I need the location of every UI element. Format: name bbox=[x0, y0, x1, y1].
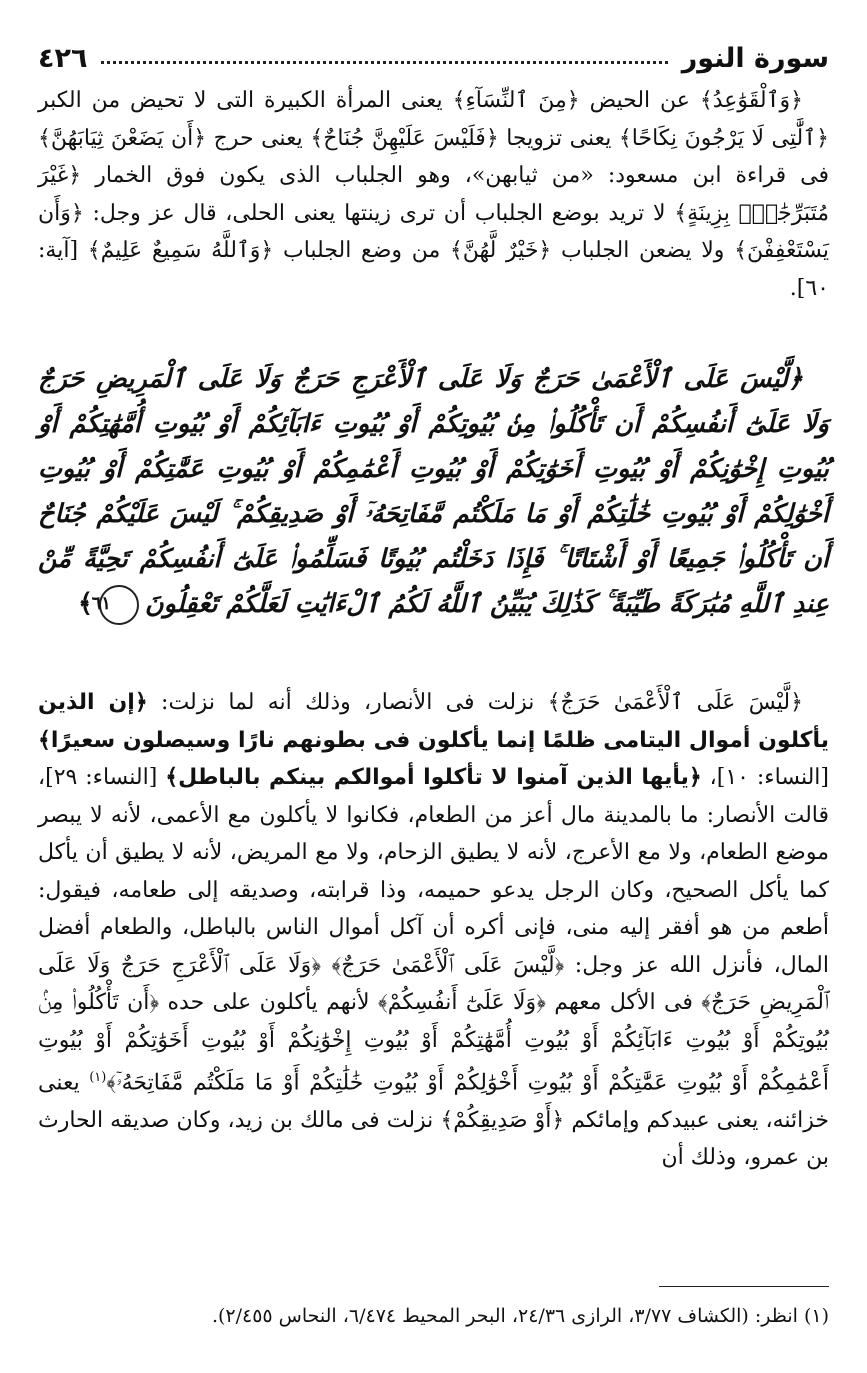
commentary-paragraph-2 bbox=[38, 684, 829, 1177]
footnote: (١) انظر: (الكشاف ٣/٧٧، الرازى ٢٤/٣٦، البحر المحيط ٦/٤٧٤، النحاس ٢/٤٥٥). bbox=[211, 1305, 829, 1327]
ayah-number-marker: ٦١ bbox=[99, 585, 139, 625]
footnote-divider bbox=[659, 1286, 829, 1287]
page-header bbox=[38, 28, 829, 74]
footnote-reference[interactable]: (١) bbox=[89, 1070, 107, 1085]
page-number: ٤٢٦ bbox=[38, 43, 88, 74]
surah-title: سورة النور bbox=[681, 43, 829, 74]
verse-close-bracket: ﴾ bbox=[77, 589, 93, 619]
p2-text-3: [النساء: ٢٩]، قالت الأنصار: ما بالمدينة مال أعز من الطعام، فكانوا لا يأكلون مع الأعمى، لأنه لا يبصر موضع الطعام، ولا مع الأعرج، لأنه لا يطيق الزحام، ولا مع المريض، لأنه لا يطيق أن يأكل كما يأكل الصحيح، وكان الرجل يدعو حميمه، وذا قرابته، وصديقه إلى طعامه، فيقول: أطعم من هو أفقر إليه منى، فإنى أكره أن آكل أموال الناس بالباطل، والطعام أفضل المال، فأنزل الله عز وجل: ﴿لَّيْسَ عَلَى ٱلْأَعْمَىٰ حَرَجٌ﴾ ﴿وَلَا عَلَى ٱلْأَعْرَجِ حَرَجٌ وَلَا عَلَى ٱلْمَرِيضِ حَرَجٌ﴾ فى الأكل معهم ﴿وَلَا عَلَىٰٓ أَنفُسِكُمْ﴾ لأنهم يأكلون على حده ﴿أَن تَأْكُلُوا۟ مِنۢ بُيُوتِكُمْ أَوْ بُيُوتِ ءَابَآئِكُمْ أَوْ بُيُوتِ أُمَّهَٰتِكُمْ أَوْ بُيُوتِ إِخْوَٰنِكُمْ أَوْ بُيُوتِ أَخَوَٰتِكُمْ أَوْ بُيُوتِ أَعْمَٰمِكُمْ أَوْ بُيُوتِ عَمَّٰتِكُمْ أَوْ بُيُوتِ أَخْوَٰلِكُمْ أَوْ بُيُوتِ خَٰلَٰتِكُمْ أَوْ مَا مَلَكْتُم مَّفَاتِحَهُۥٓ﴾ bbox=[38, 765, 829, 1096]
header-dot-leader bbox=[101, 61, 667, 64]
commentary-paragraph-1: ﴿وَٱلْقَوَٰعِدُ﴾ عن الحيض ﴿مِنَ ٱلنِّسَآءِ﴾ يعنى المرأة الكبيرة التى لا تحيض من الكبر ﴿ٱلَّٰتِى لَا يَرْجُونَ نِكَاحًا﴾ يعنى تزويجا ﴿فَلَيْسَ عَلَيْهِنَّ جُنَاحٌ﴾ يعنى حرج ﴿أَن يَضَعْنَ ثِيَابَهُنَّ﴾ فى قراءة ابن مسعود: «من ثيابهن»، وهو الجلباب الذى يكون فوق الخمار ﴿غَيْرَ مُتَبَرِّجَٰتٍۭ بِزِينَةٍ﴾ لا تريد بوضع الجلباب أن ترى زينتها يعنى الحلى، قال عز وجل: ﴿وَأَن يَسْتَعْفِفْنَ﴾ ولا يضعن الجلباب ﴿خَيْرٌ لَّهُنَّ﴾ من وضع الجلباب ﴿وَٱللَّهُ سَمِيعٌ عَلِيمٌ﴾ [آية: ٦٠]. bbox=[38, 88, 829, 301]
quoted-verse-nisa-29: ﴿يأيها الذين آمنوا لا تأكلوا أموالكم بينكم بالباطل﴾ bbox=[165, 765, 702, 790]
quoted-verse-nisa-10: ﴿إن الذين يأكلون أموال اليتامى ظلمًا إنما يأكلون فى بطونهم نارًا وسيصلون سعيرًا﴾ bbox=[38, 690, 829, 753]
verse-text: ﴿لَّيْسَ عَلَى ٱلْأَعْمَىٰ حَرَجٌ وَلَا عَلَى ٱلْأَعْرَجِ حَرَجٌ وَلَا عَلَى ٱلْمَرِيضِ حَرَجٌ وَلَا عَلَىٰٓ أَنفُسِكُمْ أَن تَأْكُلُوا۟ مِنۢ بُيُوتِكُمْ أَوْ بُيُوتِ ءَابَآئِكُمْ أَوْ بُيُوتِ أُمَّهَٰتِكُمْ أَوْ بُيُوتِ إِخْوَٰنِكُمْ أَوْ بُيُوتِ أَخَوَٰتِكُمْ أَوْ بُيُوتِ أَعْمَٰمِكُمْ أَوْ بُيُوتِ عَمَّٰتِكُمْ أَوْ بُيُوتِ أَخْوَٰلِكُمْ أَوْ بُيُوتِ خَٰلَٰتِكُمْ أَوْ مَا مَلَكْتُم مَّفَاتِحَهُۥٓ أَوْ صَدِيقِكُمْ ۚ لَيْسَ عَلَيْكُمْ جُنَاحٌ أَن تَأْكُلُوا۟ جَمِيعًا أَوْ أَشْتَاتًا ۚ فَإِذَا دَخَلْتُم بُيُوتًا فَسَلِّمُوا۟ عَلَىٰٓ أَنفُسِكُمْ تَحِيَّةً مِّنْ عِندِ ٱللَّهِ مُبَٰرَكَةً طَيِّبَةً ۚ كَذَٰلِكَ يُبَيِّنُ ٱللَّهُ لَكُمُ ٱلْءَايَٰتِ لَعَلَّكُمْ تَعْقِلُونَ bbox=[38, 364, 829, 619]
quran-verse-block bbox=[38, 357, 829, 627]
p2-text-1: ﴿لَّيْسَ عَلَى ٱلْأَعْمَىٰ حَرَجٌ﴾ نزلت فى الأنصار، وذلك أنه لما نزلت: bbox=[147, 690, 803, 715]
p2-text-2: [النساء: ١٠]، bbox=[701, 765, 829, 790]
p2-text-4: يعنى خزائنه، يعنى عبيدكم وإمائكم ﴿أَوْ صَدِيقِكُمْ﴾ نزلت فى مالك بن زيد، وكان صديقه الحارث بن عمرو، وذلك أن bbox=[38, 1070, 829, 1171]
